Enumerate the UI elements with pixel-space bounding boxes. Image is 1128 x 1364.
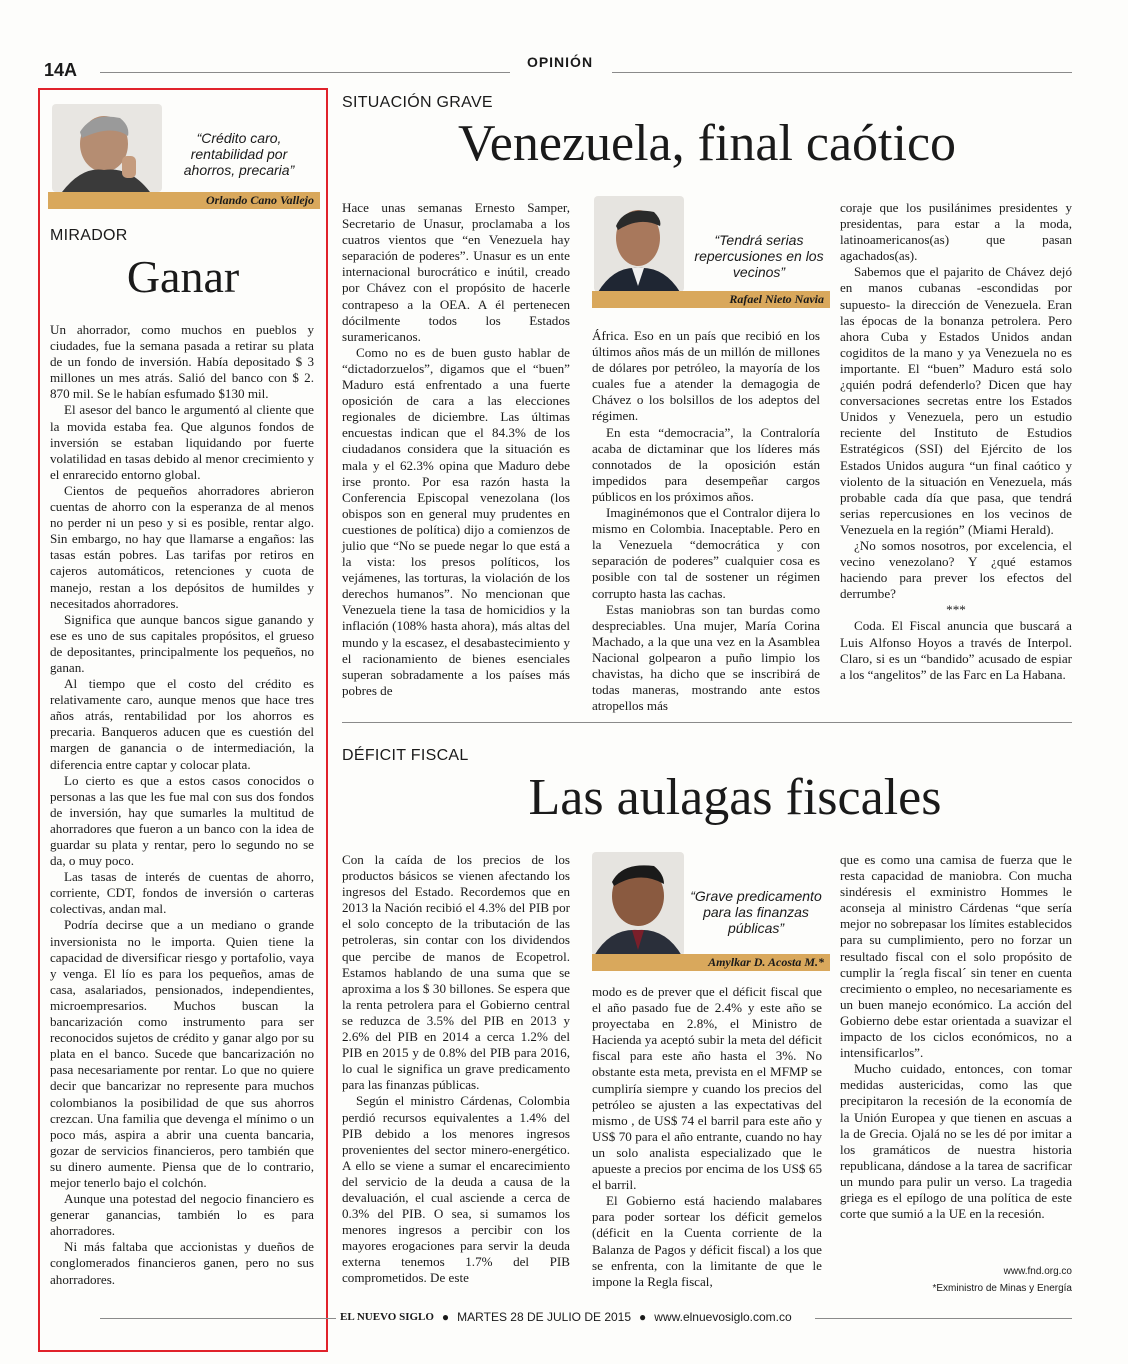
article1-paragraph: Imaginémonos que el Contralor dijera lo mismo en Colombia. Inaceptable. Pero en la Venezuela “democrática y con separación de poderes” cualquier cosa es posible con tal de sostener un régimen corrupto hasta las cachas. xyxy=(592,505,820,601)
article1-paragraph: Como no es de buen gusto hablar de “dictadorzuelos”, digamos que el “buen” Maduro está enfrentado a una fuerte oposición de cara a las elecciones regionales de diciembre. Las últimas encuestas indican que el 84.3% de los ciudadanos considera que la situación es mala y el 62.3% opina que Maduro debe irse pronto. Por esa razón hasta la Conferencia Episcopal venezolana (los obispos son en general muy prudentes en cuestiones de política) dijo a comienzos de julio que “No se puede negar lo que está a la vista: los presos políticos, los vejámenes, las torturas, la violación de los derechos humanos”. No mencionan que Venezuela tiene la tasa de homicidios y la inflación (108% hasta ahora), más altas del mundo y la escasez, el desabastecimiento y el racionamiento de bienes esenciales superan sobradamente a los países más pobres de xyxy=(342,344,570,698)
header-rule-right xyxy=(612,72,1072,73)
article2-paragraph: Con la caída de los precios de los productos básicos se vienen afectando los ingresos del Estado. Recordemos que en 2013 la Nación recibió el 4.3% del PIB por el solo concepto de la tributación de las petroleras, sin contar con los dividendos que percibe de manos de Ecopetrol. Estamos hablando de una suma que se aproxima a los $ 30 billones. Se espera que la renta petrolera para el Gobierno central se reduzca de 3.5% del PIB en 2013 y 2.6% del PIB en 2014 a cerca 1.2% del PIB en 2015 y de 0.8% del PIB para 2016, lo cual le significa un grave predicamento para las finanzas públicas. xyxy=(342,852,570,1093)
article1-separator: *** xyxy=(946,602,966,618)
article1-author-name: Rafael Nieto Navia xyxy=(592,291,830,308)
mirador-paragraph: Podría decirse que a un mediano o grande inversionista no le importa. Quien tiene la capacidad de diversificar riesgo y portafolio, vaya y venga. El lío es para los pequeños, amas de casa, asalariados, pensionados, independientes, microempresarios. Muchos buscan la bancarización como instrumento para ser reconocidos sujetos de crédito y ganar algo por su plata en el banco. Sucede que bancarización no pasa necesariamente por rentar. Lo que no quiere decir que bancarizar no represente para muchos colombianos la posibilidad de que sus ahorros crezcan. Una familia que devenga el mínimo o un poco más, aspira a abrir una cuenta bancaria, gozar de servicios financieros, pero también que su dinero aumente. Piensa que de lo contrario, mejor tenerlo bajo el colchón. xyxy=(50,917,314,1190)
article2-paragraph: Mucho cuidado, entonces, con tomar medidas austericidas, como las que precipitaron la recesión de la economía de la Unión Europea y que tienen en ascuas a la de Grecia. Ojalá no se les dé por imitar a los gramáticos de nuestra historia republicana, dándose a la tarea de sacrificar un mundo para pulir un verso. La tragedia griega es el epílogo de una política de este corte que sumió a la UE en la recesión. xyxy=(840,1061,1072,1222)
header-rule-left xyxy=(100,72,510,73)
mirador-paragraph: Al tiempo que el costo del crédito es relativamente caro, aunque menos que hace tres años atrás, rentabilidad por los ahorros es precaria. Banqueros aducen que es cuestión del margen de ganancia o de intermediación, la diferencia entre captar y colocar plata. xyxy=(50,676,314,772)
article1-paragraph: Coda. El Fiscal anuncia que buscará a Luis Alfonso Hoyos a través de Interpol. Claro, si es un “bandido” acusado de espiar a los “angelitos” de las Farc en La Habana. xyxy=(840,618,1072,682)
article1-paragraph: coraje que los pusilánimes presidentes y presidentas, para estar a la moda, latinoamericanos(as) que pasan agachados(as). xyxy=(840,200,1072,264)
article2-pull-quote: “Grave predicamento para las finanzas públicas” xyxy=(690,888,822,936)
mirador-paragraph: Cientos de pequeños ahorradores abrieron cuentas de ahorro con la esperanza de al menos no perder ni un peso y si es posible, rentar algo. Sin embargo, no hay que llamarse a engaños: las tasas están pobres. Las tarifas por retiros en cajeros automáticos, retenciones y cuota de manejo, restan a los depósitos de humildes y necesitados ahorradores. xyxy=(50,482,314,611)
article1-headline: Venezuela, final caótico xyxy=(457,115,957,172)
article-divider xyxy=(342,722,1072,723)
article2-kicker: DÉFICIT FISCAL xyxy=(342,747,469,764)
article1-paragraph: África. Eso en un país que recibió en los últimos años más de un millón de millones de dólares por petróleo, la mayoría de los cuales fue a atender la demagogia de Chávez o los bolsillos de los adeptos del régimen. xyxy=(592,328,820,424)
footer-url[interactable]: www.elnuevosiglo.com.co xyxy=(654,1310,792,1324)
article1-col1 xyxy=(342,200,570,699)
article1-col2 xyxy=(592,328,820,714)
article2-author-name: Amylkar D. Acosta M.* xyxy=(592,954,830,971)
article1-pull-quote: “Tendrá serias repercusiones en los vecinos” xyxy=(694,232,824,280)
mirador-paragraph: Las tasas de interés de cuentas de ahorro, corriente, CDT, fondos de inversión o carteras colectivas, andan mal. xyxy=(50,869,314,917)
author-portrait-rafael xyxy=(594,196,684,292)
mirador-paragraph: Aunque una potestad del negocio financiero es generar ganancias, también lo es para ahorradores. xyxy=(50,1191,314,1239)
article1-kicker: SITUACIÓN GRAVE xyxy=(342,94,493,111)
article1-paragraph: Hace unas semanas Ernesto Samper, Secretario de Unasur, proclamaba a los cuatros vientos que “en Venezuela hay separación de poderes”. Unasur es un ente internacional burocrático e inútil, creado por Chávez con el propósito de hacerle contrapeso a la OEA. A él pertenecen dócilmente todos los Estados suramericanos. xyxy=(342,200,570,344)
article2-paragraph: modo es de prever que el déficit fiscal que el año pasado fue de 2.4% y este año se proyectaba en 2.8%, el Ministro de Hacienda ya aceptó subir la meta del déficit fiscal para este año hasta el 3%. No obstante esta meta, prevista en el MFMP se cumpliría siempre y cuando los precios del petróleo se ajusten a las expectativas del mismo , de US$ 74 el barril para este año y US$ 70 para el año entrante, cuando no hay un solo analista especializado que le apueste a precios por encima de los US$ 65 el barril. xyxy=(592,984,822,1193)
mirador-pull-quote: “Crédito caro, rentabilidad por ahorros, precaria” xyxy=(183,130,295,178)
article2-col2 xyxy=(592,984,822,1290)
mirador-paragraph: Significa que aunque bancos sigue ganando y ese es uno de sus capitales propósitos, el grueso de depositantes, principalmente los pequeños, no ganan. xyxy=(50,611,314,675)
newspaper-logo: EL NUEVO SIGLO xyxy=(340,1311,434,1323)
mirador-paragraph: El asesor del banco le argumentó al cliente que la movida estaba fea. Que algunos fondos de inversión se estaban liquidando por fuerte volatilidad en tasas debido al menor crecimiento y el enrarecido entorno global. xyxy=(50,402,314,482)
footer-bar xyxy=(340,1310,810,1324)
article1-col3 xyxy=(840,200,1072,683)
article2-paragraph: Según el ministro Cárdenas, Colombia perdió recursos equivalentes a 1.4% del PIB debido a los menores ingresos provenientes del sector minero-energético. A ello se viene a sumar el encarecimiento del servicio de la deuda a causa de la devaluación, el cual asciende a cerca de 0.3% del PIB. O sea, si sumamos los menores ingresos a percibir con los mayores erogaciones para servir la deuda externa tenemos 1.7% del PIB comprometidos. De este xyxy=(342,1093,570,1286)
mirador-headline: Ganar xyxy=(126,251,240,302)
mirador-kicker: MIRADOR xyxy=(50,227,128,244)
article2-paragraph: El Gobierno está haciendo malabares para poder sortear los déficit gemelos (déficit en la Cuenta corriente de la Balanza de Pagos y déficit fiscal) a los que se enfrenta, con la limitante de que le impone la Regla fiscal, xyxy=(592,1193,822,1289)
article1-paragraph: Sabemos que el pajarito de Chávez dejó en manos cubanas -escondidas por supuesto- la dirección de Venezuela. Eran las épocas de la bonanza petrolera. Pero ahora Cuba y Estados Unidos andan cogiditos de la mano y ya Venezuela no es importante. El “buen” Maduro está solo ¿quién podrá defenderlo? Dicen que hay conversaciones secretas entre los Estados Unidos y Venezuela, pero un estudio reciente del Instituto de Estudios Estratégicos (SSI) del Ejército de los Estados Unidos augura “un final caótico y violento de la situación en Venezuela, más probable cada día que pasa, que tendrá serias repercusiones en los vecinos de Venezuela en la región” (Miami Herald). xyxy=(840,264,1072,537)
bullet-icon: ● xyxy=(639,1310,647,1324)
article1-paragraph: En esta “democracia”, la Contraloría acaba de dictaminar que los líderes más connotados de la oposición están impedidos para desempeñar cargos públicos en los próximos años. xyxy=(592,424,820,504)
article2-website: www.fnd.org.co xyxy=(1003,1266,1072,1277)
section-title: OPINIÓN xyxy=(526,54,594,70)
mirador-author-name: Orlando Cano Vallejo xyxy=(48,192,320,209)
author-portrait-amylkar xyxy=(592,852,684,956)
mirador-paragraph: Lo cierto es que a estos casos conocidos o personas a las que les fue mal con sus dos fondos de inversión, hay que sumarles la multitud de ahorradores que fueron a un banco con la idea de guardar su plata y rentar, pero lo segundo no se da, o muy poco. xyxy=(50,772,314,869)
footer-rule-right xyxy=(815,1318,1072,1319)
article2-paragraph: que es como una camisa de fuerza que le resta capacidad de maniobra. Con mucha sindéresis el exministro Hommes le aconseja al ministro Cárdenas “que sería mejor no sobrepasar los límites establecidos para su cumplimiento, pero no forzar un resultado fiscal con el solo propósito de cumplir la ´regla fiscal´ sin tener en cuenta crecimiento o empleo, no necesariamente es un buen manejo económico. La acción del Gobierno debe estar orientada a suavizar el impacto de los ciclos económicos, no a intensificarlos”. xyxy=(840,852,1072,1061)
article1-paragraph: ¿No somos nosotros, por excelencia, el vecino venezolano? Y ¿qué estamos haciendo para prever los efectos del derrumbe? xyxy=(840,537,1072,602)
bullet-icon: ● xyxy=(441,1310,450,1324)
footer-date: MARTES 28 DE JULIO DE 2015 xyxy=(457,1310,632,1324)
footer-rule-left xyxy=(100,1318,336,1319)
mirador-paragraph: Un ahorrador, como muchos en pueblos y ciudades, fue la semana pasada a retirar su plata de un fondo de inversión. Había depositado $ 3 millones un mes atrás. Salió del banco con $ 2. 870 mil. Se le habían esfumado $130 mil. xyxy=(50,322,314,402)
article2-headline: Las aulagas fiscales xyxy=(528,769,942,826)
mirador-body xyxy=(50,322,314,1288)
mirador-paragraph: Ni más faltaba que accionistas y dueños de conglomerados financieros ganen, pero no sus ahorradores. xyxy=(50,1239,314,1287)
article2-col1 xyxy=(342,852,570,1287)
article1-paragraph: Estas maniobras son tan burdas como despreciables. Una mujer, María Corina Machado, a la que una vez en la Asamblea Nacional golpearon a puño limpio los chavistas, ha dicho que se inscribirá de todas maneras, mostrando ante estos atropellos más xyxy=(592,601,820,714)
article2-col3 xyxy=(840,852,1072,1222)
author-portrait-orlando xyxy=(52,104,162,192)
article2-footnote: *Exministro de Minas y Energía xyxy=(932,1283,1072,1294)
page-number: 14A xyxy=(44,60,78,80)
